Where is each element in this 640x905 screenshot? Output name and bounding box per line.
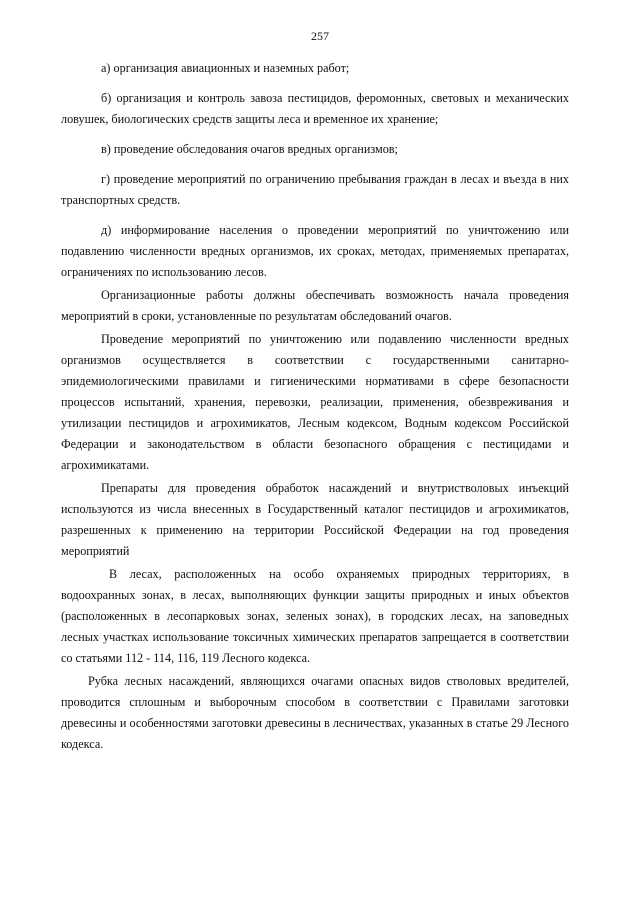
- paragraph-organizational-works: Организационные работы должны обеспечивать возможность начала проведения мероприятий в сроки, установленные по результатам обследований очагов.: [61, 288, 569, 323]
- paragraph-item-d: д) информирование населения о проведении мероприятий по уничтожению или подавлению численности вредных организмов, их сроках, методах, применяемых препаратах, ограничениях по использованию лесов.: [61, 223, 569, 279]
- paragraph-item-g: г) проведение мероприятий по ограничению пребывания граждан в лесах и въезда в них транспортных средств.: [61, 172, 569, 207]
- paragraph-item-a: а) организация авиационных и наземных работ;: [101, 61, 350, 75]
- paragraph-item-v: в) проведение обследования очагов вредных организмов;: [101, 142, 398, 156]
- paragraph-measures-compliance: Проведение мероприятий по уничтожению или подавлению численности вредных организмов осуществляется в соответствии с государственными санитарно-эпидемиологическими правилами и гигиеническими нормативами в сфере безопасности процессов испытаний, хранения, перевозки, реализации, применения, обезвреживания и утилизации пестицидов и агрохимикатов, Лесным кодексом, Водным кодексом Российской Федерации и законодательством в области безопасного обращения с пестицидами и агрохимикатами.: [61, 332, 569, 472]
- paragraph-protected-territories: В лесах, расположенных на особо охраняемых природных территориях, в водоохранных зонах, в лесах, выполняющих функции защиты природных и иных объектов (расположенных в лесопарковых зонах, зеленых зонах), в городских лесах, на заповедных лесных участках использование токсичных химических препаратов запрещается в соответствии со статьями 112 - 114, 116, 119 Лесного кодекса.: [61, 567, 569, 665]
- document-body: [61, 58, 569, 755]
- paragraph-felling: Рубка лесных насаждений, являющихся очагами опасных видов стволовых вредителей, проводится сплошным и выборочным способом в соответствии с Правилами заготовки древесины и особенностями заготовки древесины в лесничествах, указанных в статье 29 Лесного кодекса.: [61, 674, 569, 751]
- page-number: 257: [311, 29, 329, 43]
- paragraph-preparations: Препараты для проведения обработок насаждений и внутристволовых инъекций используются из числа внесенных в Государственный каталог пестицидов и агрохимикатов, разрешенных к применению на территории Российской Федерации на год проведения мероприятий: [61, 481, 569, 558]
- paragraph-item-b: б) организация и контроль завоза пестицидов, феромонных, световых и механических ловушек, биологических средств защиты леса и временное их хранение;: [61, 91, 569, 126]
